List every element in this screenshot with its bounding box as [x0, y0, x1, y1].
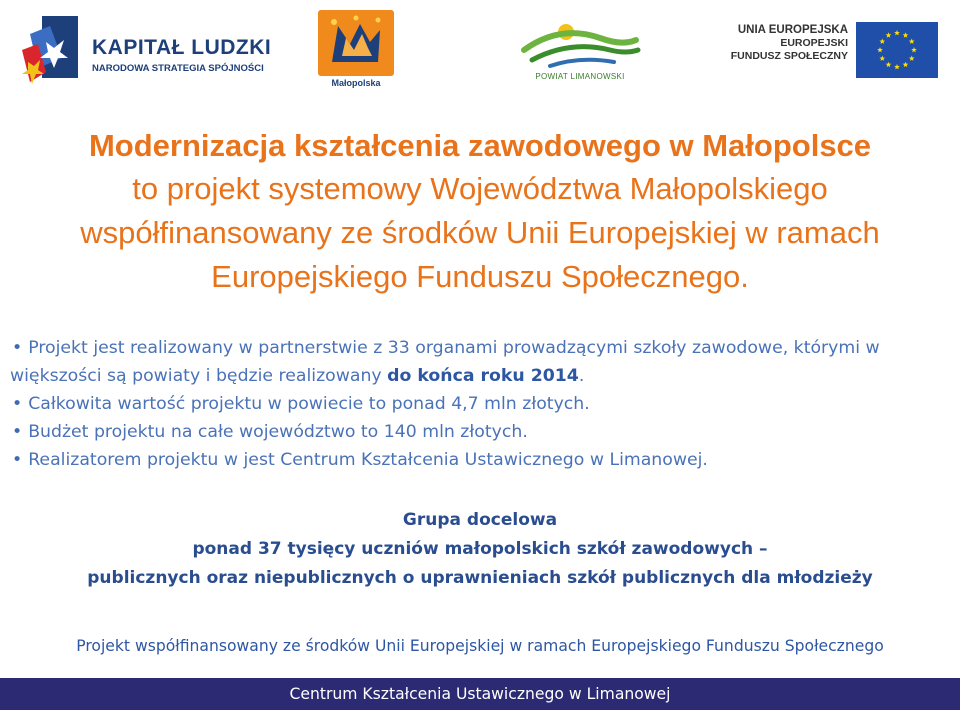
- bullet-1-end: .: [578, 366, 585, 386]
- bullet-dot-icon: •: [12, 394, 23, 414]
- cofinance-note: Projekt współfinansowany ze środków Unii Europejskiej w ramach Europejskiego Funduszu Społecznego: [76, 637, 884, 655]
- bullet-dot-icon: •: [12, 338, 23, 358]
- bullet-2-text: Całkowita wartość projektu w powiecie to ponad 4,7 mln złotych.: [28, 394, 590, 414]
- eu-logo: [730, 22, 938, 82]
- target-group-line1: ponad 37 tysięcy uczniów małopolskich szkół zawodowych –: [192, 539, 768, 559]
- bullet-item: [10, 446, 950, 474]
- kapital-ludzki-emblem-icon: [20, 14, 90, 92]
- eu-text: [731, 24, 848, 63]
- eu-line1: UNIA EUROPEJSKA: [737, 24, 848, 36]
- target-group: [0, 506, 960, 593]
- kapital-ludzki-title: KAPITAŁ LUDZKI: [92, 36, 272, 59]
- headline-line3: współfinansowany ze środków Unii Europejskiej w ramach: [80, 215, 880, 250]
- bullet-item: [10, 390, 950, 418]
- powiat-limanowski-emblem-icon: [510, 10, 650, 72]
- headline-line2: to projekt systemowy Województwa Małopolskiego: [132, 171, 828, 206]
- bullet-3-text: Budżet projektu na całe województwo to 140 mln złotych.: [28, 422, 528, 442]
- bullet-item: [10, 418, 950, 446]
- malopolska-logo: [316, 8, 396, 90]
- malopolska-label: Małopolska: [331, 78, 381, 88]
- logo-bar: [0, 0, 960, 100]
- eu-flag-icon: [856, 22, 938, 78]
- eu-line2: EUROPEJSKI: [780, 37, 848, 49]
- powiat-limanowski-logo: [510, 10, 650, 90]
- headline-title: Modernizacja kształcenia zawodowego w Małopolsce: [88, 128, 872, 163]
- bullet-list: [10, 334, 950, 474]
- bullet-4-text: Realizatorem projektu w jest Centrum Kształcenia Ustawicznego w Limanowej.: [28, 450, 708, 470]
- headline-line4: Europejskiego Funduszu Społecznego.: [211, 259, 749, 294]
- powiat-limanowski-label: POWIAT LIMANOWSKI: [535, 72, 625, 81]
- bullet-dot-icon: •: [12, 422, 23, 442]
- footer-bar: Centrum Kształcenia Ustawicznego w Limanowej: [0, 678, 960, 710]
- bullet-1-text: Projekt jest realizowany w partnerstwie z 33 organami prowadzącymi szkoły zawodowe, którymi w większości są powiaty i będzie realizowany: [10, 338, 880, 386]
- eu-line3: FUNDUSZ SPOŁECZNY: [730, 50, 848, 62]
- target-group-line2: publicznych oraz niepublicznych o uprawnieniach szkół publicznych dla młodzieży: [87, 568, 873, 588]
- headline: [0, 124, 960, 299]
- kapital-ludzki-subtitle: NARODOWA STRATEGIA SPÓJNOŚCI: [92, 63, 264, 74]
- bullet-item: [10, 334, 950, 390]
- bullet-dot-icon: •: [12, 450, 23, 470]
- malopolska-emblem-icon: [316, 8, 396, 78]
- bullet-1-bold: do końca roku 2014: [387, 366, 579, 386]
- target-group-heading: Grupa docelowa: [402, 510, 558, 530]
- kapital-ludzki-logo: [20, 14, 270, 92]
